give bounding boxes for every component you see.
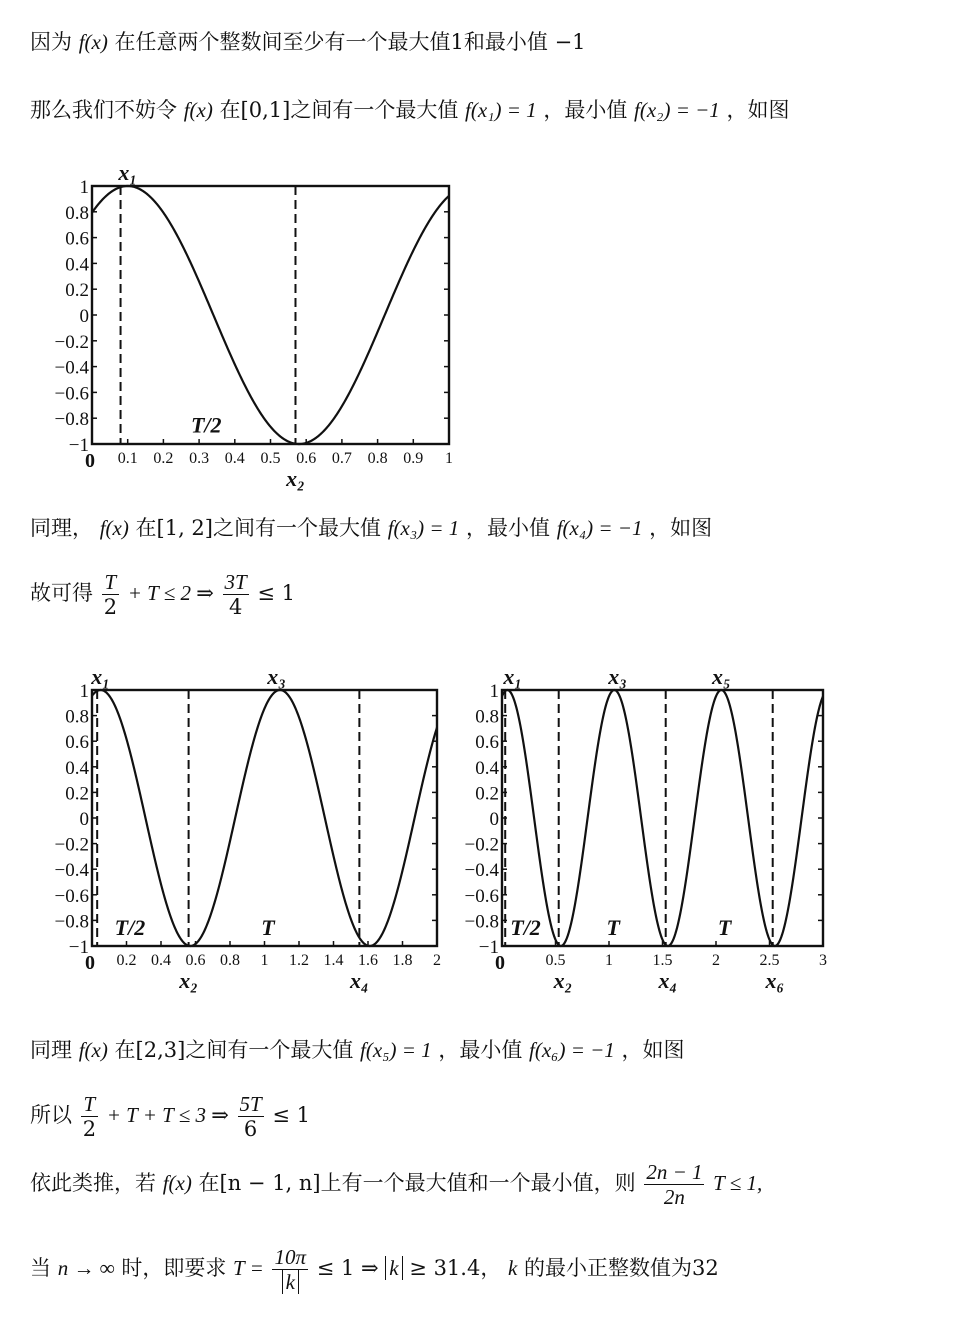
fraction-numerator: 2n − 1 [646,1160,703,1184]
x-tick-label: 0.1 [117,450,138,467]
line5-fx: f(x) [78,1038,108,1062]
line3-max: f(x₃) = 1 [387,516,460,540]
y-tick-label: 1 [489,681,499,702]
line5-min: f(x₆) = −1 [529,1038,615,1062]
line2-fx: f(x) [183,98,213,122]
x-tick-label: 0.5 [545,952,566,969]
line8-bound: ≥ 31.4， [409,1256,502,1281]
y-tick-label: 0.2 [65,280,89,302]
x-tick-label: 0.4 [224,450,245,467]
text-line-3 [30,518,712,539]
text-line-1 [30,32,586,53]
line7-suffix: T ≤ 1, [713,1171,763,1196]
plot-frame [92,690,437,946]
line3-interval: 在[1, 2]之间有一个最大值 [135,516,381,540]
line1-prefix: 因为 [30,30,72,54]
fraction-denominator [272,1270,308,1294]
x-tick-label: 0 [495,952,505,974]
fraction-denominator: 6 [243,1117,258,1142]
y-tick-label: 0.8 [475,706,499,728]
y-tick-label: 0.4 [65,757,89,779]
line8-requirement: 时，即要求 [121,1256,227,1281]
x-tick-label: 0.4 [151,952,171,969]
x-tick-label: 0 [85,952,95,974]
point-marker-label: x₁ [91,664,110,689]
y-tick-label: 1 [79,177,89,198]
y-tick-label: 0 [79,809,89,830]
abs-k: k [282,1270,299,1294]
x-tick-label: 1.5 [652,952,673,969]
x-tick-label: 2.5 [759,952,780,969]
line7-prefix: 依此类推，若 [30,1171,156,1196]
line5-suffix: ，如图 [621,1038,685,1062]
x-tick-label: 2 [433,952,441,969]
line8-limit: n → ∞ [57,1256,115,1281]
x-tick-label: 0.6 [185,952,206,969]
x-tick-label: 1.6 [358,952,378,969]
point-marker-label: x₄ [350,968,369,993]
fraction-t-over-2 [81,1092,98,1141]
period-annotation: T [717,914,732,940]
y-tick-label: −0.2 [54,331,89,353]
x-tick-label: 0.2 [153,450,174,467]
chart-interval-0-3 [445,662,845,1002]
period-annotation: T [606,914,621,940]
fraction-denominator: 2 [103,595,118,620]
x-tick-label: 1.8 [392,952,413,969]
point-marker-label: x₁ [118,160,138,185]
line2-min-label: ，最小值 [543,98,628,122]
x-tick-label: 1 [605,952,613,969]
fraction-numerator: 5T [239,1092,262,1116]
y-tick-label: −1 [68,435,89,456]
x-tick-label: 1 [445,450,453,467]
line6-prefix: 所以 [30,1103,72,1128]
line2-suffix: ，如图 [726,98,790,122]
y-tick-label: −0.4 [464,860,499,882]
x-tick-label: 0.2 [116,952,137,969]
y-tick-label: 0.4 [65,254,89,276]
y-tick-label: −0.4 [54,860,89,882]
line5-min-label: ，最小值 [438,1038,523,1062]
y-tick-label: −1 [478,937,499,958]
y-tick-label: −0.6 [54,885,89,907]
chart-interval-0-1 [30,160,453,500]
y-tick-label: 0.8 [65,202,89,224]
point-marker-label: x₅ [712,664,731,689]
line8-prefix: 当 [30,1256,51,1281]
point-marker-label: x₁ [503,664,523,689]
abs-k: k [385,1256,402,1280]
y-tick-label: 0.4 [475,757,499,779]
x-tick-label: 0.8 [367,450,388,467]
curve-line [502,690,823,946]
line3-prefix: 同理， [30,516,93,540]
y-tick-label: −0.6 [464,885,499,907]
text-line-8 [30,1245,719,1294]
fraction-denominator: 4 [228,595,243,620]
y-tick-label: 1 [79,681,89,702]
fraction-denominator: 2n [663,1185,685,1210]
line4-inequality: + T ≤ 2 ⇒ [127,581,214,606]
y-tick-label: 0.2 [475,783,499,805]
line8-conclusion: 的最小正整数值为32 [524,1256,719,1281]
text-line-2 [30,100,790,121]
curve-line [92,690,437,946]
y-tick-label: −0.2 [464,834,499,856]
line7-fx: f(x) [162,1171,192,1196]
line1-fx: f(x) [78,30,108,54]
text-line-7 [30,1160,762,1209]
y-tick-label: −0.2 [54,834,89,856]
y-tick-label: 0.6 [65,228,89,250]
x-tick-label: 0.8 [220,952,240,969]
point-marker-label: x₄ [658,968,678,993]
fraction-numerator: T [102,570,119,595]
line8-t-equals: T = [233,1256,264,1281]
y-tick-label: −1 [68,937,89,958]
point-marker-label: x₂ [286,466,305,491]
line3-fx: f(x) [99,516,129,540]
x-tick-label: 1.4 [323,952,344,969]
line5-prefix: 同理 [30,1038,72,1062]
y-tick-label: 0 [79,306,89,327]
line3-min-label: ，最小值 [466,516,550,540]
text-line-5 [30,1040,685,1061]
y-tick-label: 0.6 [65,732,89,754]
x-tick-label: 0.6 [296,450,317,467]
x-tick-label: 2 [712,952,720,969]
fraction-10pi-over-abs-k [272,1245,308,1294]
y-tick-label: −0.6 [54,383,89,405]
plot-frame [92,186,449,444]
x-tick-label: 1 [260,952,269,969]
fraction-numerator: 10π [274,1245,306,1269]
period-annotation: T/2 [114,914,146,940]
line4-prefix: 故可得 [30,581,93,606]
line5-interval: 在[2,3]之间有一个最大值 [114,1038,354,1062]
x-tick-label: 0 [85,450,95,472]
point-marker-label: x₂ [179,968,198,993]
line6-suffix: ≤ 1 [272,1103,311,1128]
period-annotation: T/2 [510,914,541,940]
x-tick-label: 0.9 [403,450,424,467]
y-tick-label: 0 [489,809,499,830]
fraction-numerator: 3T [224,570,247,594]
y-tick-label: −0.8 [54,911,89,933]
line2-interval: 在[0,1]之间有一个最大值 [219,98,459,122]
fraction-denominator: 2 [82,1117,97,1142]
fraction-5t-over-6 [238,1092,264,1141]
point-marker-label: x₂ [553,968,573,993]
chart-interval-0-2 [30,662,441,1002]
line2-prefix: 那么我们不妨令 [30,98,177,122]
y-tick-label: 0.8 [65,706,89,728]
x-tick-label: 0.3 [189,450,210,467]
y-tick-label: −0.4 [54,357,89,379]
plot-frame [502,690,823,946]
period-annotation: T [261,914,275,940]
x-tick-label: 0.7 [331,450,352,467]
line7-interval: 在[n − 1, n]上有一个最大值和一个最小值，则 [198,1171,636,1196]
line3-suffix: ，如图 [649,516,713,540]
line3-min: f(x₄) = −1 [556,516,643,540]
line4-suffix: ≤ 1 [257,581,296,606]
line8-k: k [508,1256,518,1281]
y-tick-label: −0.8 [54,409,89,431]
x-tick-label: 1.2 [289,952,309,969]
line2-min: f(x₂) = −1 [634,98,720,122]
fraction-numerator: T [81,1092,98,1117]
point-marker-label: x₆ [765,968,785,993]
x-tick-label: 3 [819,952,827,969]
fraction-2n-1-over-2n [644,1160,704,1209]
period-annotation: T/2 [190,412,222,438]
x-tick-label: 0.5 [260,450,281,467]
y-tick-label: 0.2 [65,783,89,805]
line8-implies: ≤ 1 ⇒ [316,1256,379,1281]
line2-max: f(x₁) = 1 [465,98,537,122]
line1-suffix: 在任意两个整数间至少有一个最大值1和最小值 −1 [114,30,586,54]
point-marker-label: x₃ [267,664,286,689]
text-line-6 [30,1092,310,1141]
line6-inequality: + T + T ≤ 3 ⇒ [106,1103,229,1128]
curve-line [92,186,449,444]
y-tick-label: 0.6 [475,732,499,754]
text-line-4 [30,570,295,619]
line5-max: f(x₅) = 1 [360,1038,432,1062]
point-marker-label: x₃ [608,664,627,689]
fraction-3t-over-4 [223,570,249,619]
fraction-t-over-2 [102,570,119,619]
y-tick-label: −0.8 [464,911,499,933]
